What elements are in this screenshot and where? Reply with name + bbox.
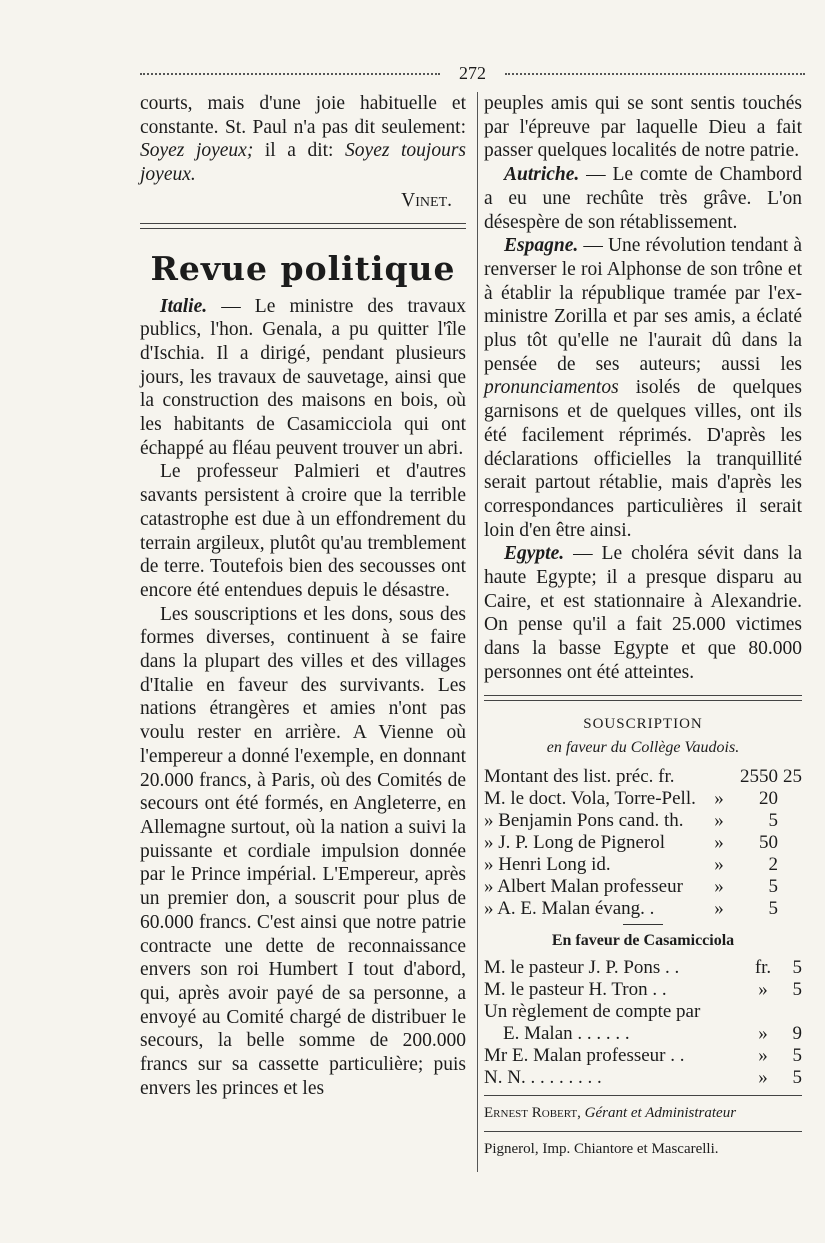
row-cents <box>778 788 802 810</box>
espagne-text-2: isolés de quelques garnisons et de quelques villes, ont ils été facilement réprimés. D'après les déclarations officielles la tranquillité serait partout rétablie, mais d'après les correspondances particulières il serait loin d'en être ainsi. <box>484 377 802 541</box>
right-column <box>484 92 802 1162</box>
section-rule <box>140 223 466 229</box>
section-title: Revue politique <box>150 248 456 288</box>
intro-mid: il a dit: <box>253 140 334 162</box>
subscription-row <box>484 898 802 920</box>
row-amount: 5 <box>792 1044 802 1066</box>
row-quote: » <box>758 1022 768 1044</box>
signature: Vinet. <box>401 189 452 211</box>
espagne-label: Espagne. <box>504 235 579 257</box>
palmieri-paragraph: Le professeur Palmieri et d'autres savants persistent à croire que la terrible catastrophe est due à un effondrement du terrain argileux, plutôt qu'au tremblement de terre. Toutefois bien des secousses ont encore été entendues depuis le désastre. <box>140 461 466 601</box>
row-amount: 2550 <box>740 765 778 787</box>
row-quote: » <box>714 809 724 831</box>
row-name: M. le pasteur J. P. Pons . . <box>484 956 680 978</box>
footer-rule-bottom <box>484 1131 802 1132</box>
row-quote: » <box>758 978 768 1000</box>
row-name: Montant des list. préc. fr. <box>484 765 675 787</box>
row-amount <box>778 1001 802 1023</box>
row-amount: 9 <box>792 1022 802 1044</box>
page-header <box>140 62 805 84</box>
egypte-label: Egypte. <box>504 543 565 565</box>
row-quote: » <box>714 875 724 897</box>
row-name: M. le doct. Vola, Torre-Pell. <box>484 787 696 809</box>
row-cents <box>778 810 802 832</box>
subscription-row <box>484 854 802 876</box>
gerant-name: Ernest Robert, <box>484 1104 581 1121</box>
row-quote: fr. <box>754 956 772 978</box>
header-ornament-right <box>505 73 805 75</box>
souscriptions-paragraph: Les souscriptions et les dons, sous des formes diverses, continuent à se faire dans la plupart des villes et des villages d'Italie en faveur des survivants. Les nations étrangères et amies n'ont pas voulu rester en arrière. A Vienne où l'empereur a donné l'exemple, en donnant 20.000 francs, à Paris, où des Comités de secours ont été formés, en Angleterre, en Allemagne surtout, où la nation a suivi la puissante et cordiale impulsion donnée par le Prince impérial. L'Empereur, après un premier don, a souscrit pour plus de 60.000 francs. C'est ainsi que notre patrie contracte une dette de reconnaissance envers son roi Humbert I tout d'abord, qui, après avoir payé de sa personne, a envoyé au Comité chargé de distribuer le secours, la belle somme de 200.000 francs sur sa cassette particulière; puis envers les princes et les <box>140 603 466 1099</box>
row-amount: 2 <box>768 853 778 875</box>
continuation-paragraph: peuples amis qui se sont sentis touchés par l'épreuve par laquelle Dieu a fait passer quelques localités de notre patrie. <box>484 93 802 162</box>
row-quote: » <box>714 787 724 809</box>
subscription-rule <box>484 695 802 701</box>
casamicciola-title: En faveur de Casamicciola <box>551 931 735 949</box>
row-quote: » <box>714 897 724 919</box>
intro-paragraph <box>140 92 466 187</box>
espagne-paragraph <box>484 234 802 542</box>
row-amount: 5 <box>792 1066 802 1088</box>
egypte-paragraph <box>484 542 802 684</box>
casamicciola-list <box>484 957 802 1089</box>
row-name: » Henri Long id. <box>484 853 611 875</box>
subscription-row <box>484 832 802 854</box>
subscription-row <box>484 810 802 832</box>
row-quote <box>748 1001 778 1023</box>
casam-row <box>484 957 802 979</box>
italie-paragraph <box>140 295 466 461</box>
gerant-line <box>484 1102 802 1126</box>
autriche-label: Autriche. <box>504 164 580 186</box>
subscription-row <box>484 788 802 810</box>
espagne-italic: pronunciamentos <box>484 377 619 399</box>
row-name: Un règlement de compte par <box>484 1000 701 1022</box>
row-name: » Albert Malan professeur <box>484 875 683 897</box>
row-name: E. Malan . . . . . . <box>484 1022 630 1044</box>
intro-text: courts, mais d'une joie habituelle et constante. St. Paul n'a pas dit seulement: <box>140 93 466 138</box>
row-name: Mr E. Malan professeur . . <box>484 1044 685 1066</box>
subscription-list <box>484 766 802 920</box>
casam-row <box>484 1045 802 1067</box>
printer-line: Pignerol, Imp. Chiantore et Mascarelli. <box>484 1141 719 1158</box>
column-divider <box>477 92 478 1172</box>
casam-row <box>484 979 802 1001</box>
left-column <box>140 92 466 1100</box>
subscription-row <box>484 766 802 788</box>
row-name: » J. P. Long de Pignerol <box>484 831 666 853</box>
row-amount: 5 <box>768 809 778 831</box>
page-number: 272 <box>459 63 486 83</box>
subscription-row <box>484 876 802 898</box>
row-quote: » <box>758 1066 768 1088</box>
row-amount: 5 <box>768 875 778 897</box>
row-cents <box>778 832 802 854</box>
row-amount: 5 <box>792 956 802 978</box>
footer-rule-top <box>484 1095 802 1096</box>
casam-row <box>484 1001 802 1023</box>
autriche-text: — Le comte de Chambord a eu une rechûte très grâve. L'on désespère de son rétablissement. <box>484 164 802 233</box>
italie-text: — Le ministre des travaux publics, l'hon. Genala, a pu quitter l'île d'Ischia. Il a dirigé, pendant plusieurs jours, les travaux de sauvetage, ainsi que la construction des maisons en bois, où les habitants de Casamicciola qui ont échappé au fléau peuvent trouver un abri. <box>140 295 466 459</box>
row-amount: 5 <box>768 897 778 919</box>
row-cents <box>778 854 802 876</box>
row-name: » A. E. Malan évang. . <box>484 897 655 919</box>
row-amount: 50 <box>759 831 778 853</box>
subscription-title: SOUSCRIPTION <box>583 715 703 732</box>
row-cents <box>778 898 802 920</box>
casam-row <box>484 1067 802 1089</box>
row-quote <box>710 766 728 788</box>
italie-label: Italie. <box>160 295 208 317</box>
row-cents: 25 <box>783 765 802 787</box>
autriche-paragraph <box>484 163 802 234</box>
row-quote: » <box>758 1044 768 1066</box>
row-quote: » <box>714 831 724 853</box>
row-cents <box>778 876 802 898</box>
gerant-role: Gérant et Administrateur <box>580 1104 737 1121</box>
intro-quote-2: Soyez toujours joyeux. <box>140 140 467 186</box>
espagne-text-1: — Une révolution tendant à renverser le roi Alphonse de son trône et à établir la république tramée par l'ex-ministre Zorilla et par ses amis, a éclaté plus tôt qu'elle ne l'aurait dû dans la pensée de ses auteurs; aussi les <box>484 235 802 375</box>
casam-row <box>484 1023 802 1045</box>
row-quote: » <box>714 853 724 875</box>
egypte-text: — Le choléra sévit dans la haute Egypte; il a presque disparu au Caire, et est stationnaire à Alexandrie. On pense qu'il a fait 25.000 victimes dans la basse Egypte et que 80.000 personnes ont été atteintes. <box>484 543 802 683</box>
subscription-subtitle: en faveur du Collège Vaudois. <box>546 739 740 757</box>
row-amount: 5 <box>792 978 802 1000</box>
intro-quote-1: Soyez joyeux; <box>140 140 254 162</box>
row-name: » Benjamin Pons cand. th. <box>484 809 684 831</box>
row-name: N. N. . . . . . . . . <box>484 1066 602 1088</box>
short-divider <box>623 924 663 925</box>
row-amount: 20 <box>759 787 778 809</box>
row-name: M. le pasteur H. Tron . . <box>484 978 667 1000</box>
